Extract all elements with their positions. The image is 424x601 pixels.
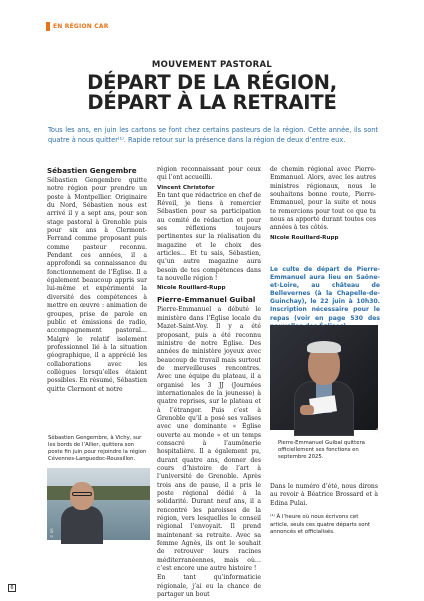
- title-line-2: DÉPART À LA RETRAITE: [87, 91, 337, 114]
- paragraph-col3-1: de chemin régional avec Pierre-Emmanuel. Alors, avec les autres ministres régionaux, nous le souhaitons bonne route, Pierre-Emmanuel, pour la suite et nous te remercions pour tout ce que tu nous as apporté durant toutes ces années à tes côtés.: [270, 166, 376, 232]
- photo-person-head: [70, 482, 94, 510]
- photo-person-glasses: [72, 492, 92, 496]
- signature-nicole: Nicole Rouillard-Rupp: [157, 285, 226, 292]
- photo-pierre-emmanuel: [270, 325, 380, 433]
- photo-person-body: [61, 506, 103, 544]
- chapeau: Tous les ans, en juin les cartons se font chez certains pasteurs de la région. Cette année, ils sont quatre à nous quitter⁽¹⁾. Rapide retour sur la présence dans la région de deux d’entre eux.: [48, 126, 378, 144]
- paragraph-col2-4: En tant qu’informaticie régionale, j’ai eu la chance de partager un bout: [157, 574, 261, 599]
- photo-caption-pierre-emmanuel: Pierre-Emmanuel Guibal quittera officiellement ses fonctions en septembre 2025.: [278, 440, 365, 460]
- footnote: ⁽¹⁾ À l’heure où nous écrivons cet article, seuls ces quatre départs sont annoncés et officialisés.: [270, 514, 371, 536]
- paragraph-col2-3: Pierre-Emmanuel a débuté le ministère dans l’Église locale du Mazet-Saint-Voy. Il y a été proposant, puis a été reconnu ministre de notre Église. Des années de ministère joyeux avec beaucoup de travail mais surtout de merveilleuses rencontres. Avec une équipe du plateau, il a organisé les 3 JJ (Journées internationales de la jeunesse) à quatre reprises, sur le plateau et à l’étranger. Puis c’est à Grenoble qu’il a posé ses valises avec une dominante « Église ouverte au monde » et un temps consacré à l’aumônerie hospitalière. Il a également pu, durant quatre ans, donner des cours d’histoire de l’art à l’université de Grenoble. Après trois ans de pause, il a pris le poste régional dédié à la solidarité. Durant neuf ans, il a rencontré les paroisses de la région, vers lesquelles le conseil régional l’envoyait. Il prend maintenant sa retraite. Avec sa femme Agnès, ils ont le souhait de retrouver leurs racines méditerranéennes, mais où… c’est encore une autre histoire !: [157, 306, 261, 573]
- section-tag-label: EN RÉGION CAR: [53, 23, 109, 30]
- column-1: [47, 166, 147, 395]
- photo-credit: © DR: [372, 427, 380, 433]
- signature-vincent: Vincent Christofor: [157, 184, 215, 191]
- paragraph-sebastien: Sébastien Gengembre quitte notre région pour prendre un poste à Montpellier. Originaire du Nord, Sébastien nous est arrivé il y a sept ans, pour son stage pastoral à Grenoble puis pour six ans à Clermont-Ferrand comme proposant puis comme pasteur reconnu. Pendant ces années, il a approfondi sa connaissance du fonctionnement de l’Église. Il a également beaucoup appris sur lui-même et expérimenté la diversité des compétences à mettre en œuvre : animation de groupes, prise de parole en public et émissions de radio, accompagnement pastoral… Malgré le relatif isolement professionnel lié à la situation géographique, il a apprécié les collaborations avec les collègues lorsqu’elles étaient possibles. En résumé, Sébastien quitte Clermont et notre: [47, 177, 147, 393]
- photo-caption-sebastien: Sébastien Gengembre, à Vichy, sur les bords de l’Allier, quittera son poste fin juin pour rejoindre la région Cévennes-Languedoc-Roussillon.: [48, 435, 147, 462]
- photo-trees: [47, 486, 150, 500]
- page-title: [0, 73, 424, 113]
- column-3: [270, 166, 376, 242]
- column-2: [157, 166, 261, 601]
- section-tag: [46, 22, 109, 31]
- paragraph-col3-2: Dans le numéro d’été, nous dirons au revoir à Béatrice Brossard et à Edina Pulai.: [270, 483, 378, 507]
- paragraph-col2-2: En tant que rédactrice en chef de Réveil, je tiens à remercier Sébastien pour sa participation au comité de rédaction et pour ses réflexions toujours pertinentes sur la réalisation du magazine et le choix des articles… Et tu sais, Sébastien, qu’un autre magazine aura besoin de tes compétences dans ta nouvelle région !: [157, 191, 261, 283]
- kicker: MOUVEMENT PASTORAL: [151, 60, 273, 70]
- section-tag-bar: [46, 22, 50, 31]
- photo-credit: © DR: [50, 528, 54, 538]
- title-line-1: DÉPART DE LA RÉGION,: [87, 71, 337, 94]
- heading-sebastien: Sébastien Gengembre: [47, 166, 137, 175]
- photo-sebastien: [47, 468, 150, 540]
- paragraph-col2-1: région reconnaissant pour ceux qui l’ont accueilli.: [157, 166, 261, 182]
- heading-pierre-emmanuel: Pierre-Emmanuel Guibal: [157, 295, 256, 305]
- page-number: 6: [8, 584, 16, 592]
- signature-nicole-2: Nicole Rouillard-Rupp: [270, 234, 339, 241]
- photo-person-hair: [307, 341, 341, 353]
- photo-person-hand: [300, 405, 314, 415]
- callout-culte: Le culte de départ de Pierre-Emmanuel aura lieu en Saône-et-Loire, au château de Bellevernes (à la Chapelle-de-Guinchay), le 22 juin à 10h30. Inscription nécessaire pour le repas (voir en page 530 des: [270, 266, 380, 322]
